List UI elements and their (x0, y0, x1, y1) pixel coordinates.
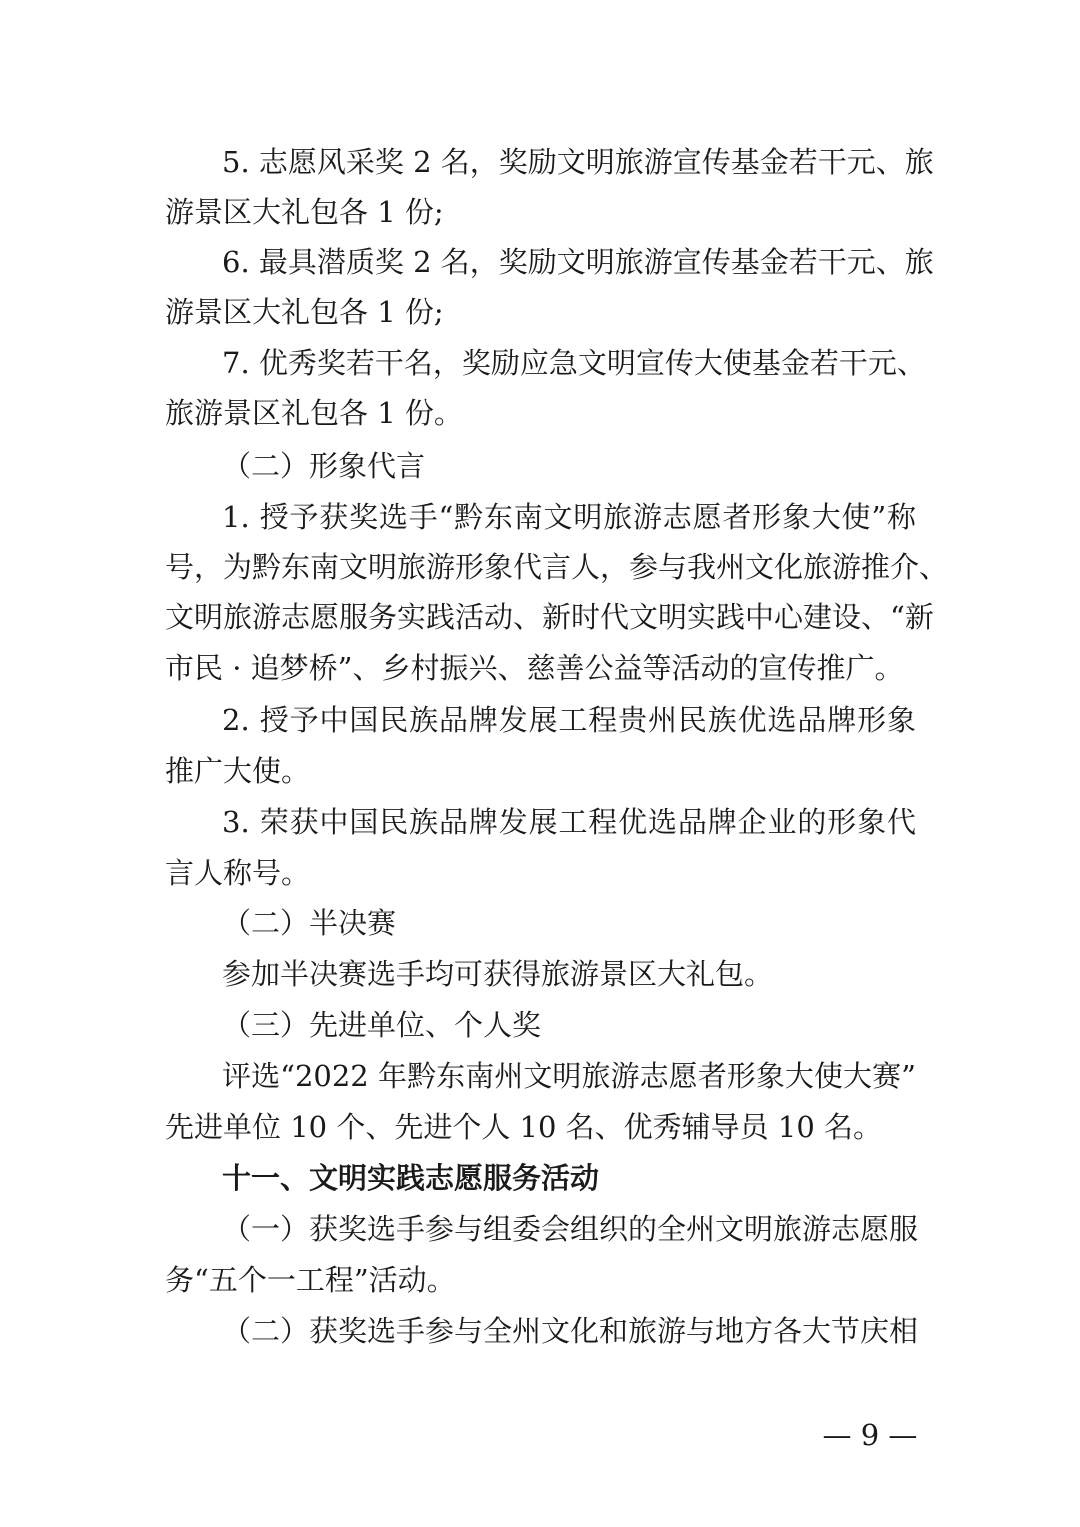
paragraph-line: 2. 授予中国民族品牌发展工程贵州民族优选品牌形象 (222, 703, 916, 737)
paragraph-line: 5. 志愿风采奖 2 名，奖励文明旅游宣传基金若干元、旅 (222, 145, 934, 179)
paragraph-line: 市民 · 追梦桥”、乡村振兴、慈善公益等活动的宣传推广。 (165, 651, 904, 685)
paragraph-line: 1. 授予获奖选手“黔东南文明旅游志愿者形象大使”称 (222, 500, 916, 534)
page-number: — 9 — (822, 1418, 918, 1452)
paragraph-line: 7. 优秀奖若干名，奖励应急文明宣传大使基金若干元、 (222, 346, 926, 380)
section-heading: （二）形象代言 (222, 449, 426, 483)
paragraph-line: 3. 荣获中国民族品牌发展工程优选品牌企业的形象代 (222, 805, 916, 839)
chapter-heading: 十一、文明实践志愿服务活动 (222, 1161, 600, 1195)
paragraph-line: 参加半决赛选手均可获得旅游景区大礼包。 (222, 957, 774, 991)
paragraph-line: 先进单位 10 个、先进个人 10 名、优秀辅导员 10 名。 (165, 1110, 883, 1144)
paragraph-line: 6. 最具潜质奖 2 名，奖励文明旅游宣传基金若干元、旅 (222, 245, 934, 279)
paragraph-line: 游景区大礼包各 1 份; (165, 195, 444, 229)
section-heading: （二）半决赛 (222, 906, 397, 940)
paragraph-line: （二）获奖选手参与全州文化和旅游与地方各大节庆相 (222, 1314, 919, 1348)
paragraph-line: 旅游景区礼包各 1 份。 (165, 396, 463, 430)
paragraph-line: 号，为黔东南文明旅游形象代言人，参与我州文化旅游推介、 (165, 550, 949, 584)
paragraph-line: 务“五个一工程”活动。 (165, 1263, 456, 1297)
paragraph-line: 游景区大礼包各 1 份; (165, 295, 444, 329)
paragraph-line: （一）获奖选手参与组委会组织的全州文明旅游志愿服 (222, 1212, 919, 1246)
paragraph-line: 言人称号。 (165, 856, 311, 890)
paragraph-line: 推广大使。 (165, 754, 311, 788)
paragraph-line: 文明旅游志愿服务实践活动、新时代文明实践中心建设、“新 (165, 600, 934, 634)
paragraph-line: 评选“2022 年黔东南州文明旅游志愿者形象大使大赛” (222, 1059, 916, 1093)
section-heading: （三）先进单位、个人奖 (222, 1008, 542, 1042)
